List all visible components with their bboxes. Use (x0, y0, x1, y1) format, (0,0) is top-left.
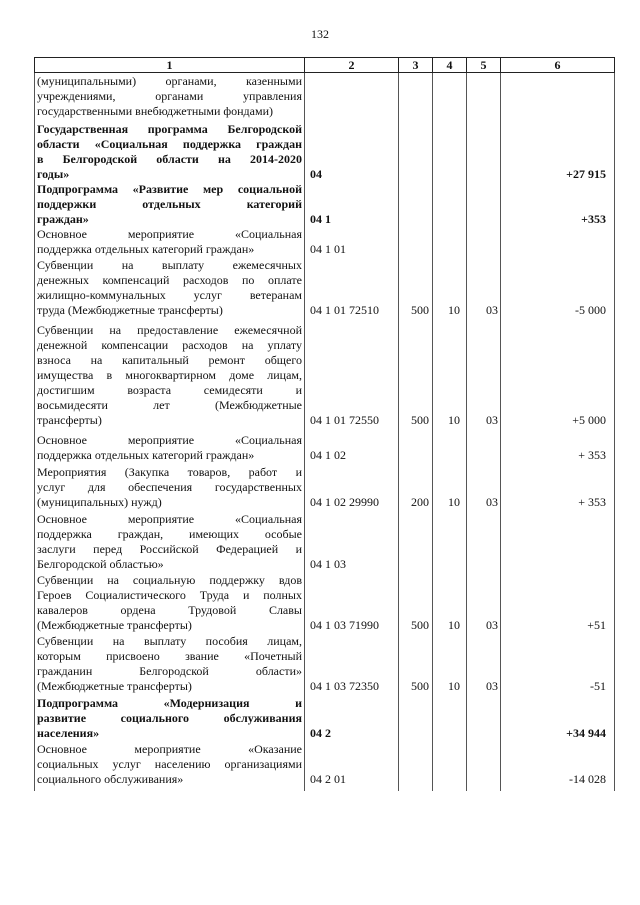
budget-code: 04 (310, 167, 322, 181)
section-code: 10 (448, 495, 460, 509)
budget-code: 04 1 02 29990 (310, 495, 379, 509)
amount-change: + 353 (578, 495, 606, 509)
description-line: Мероприятия (Закупка товаров, работ и (37, 465, 302, 479)
description-line: Героев Социалистического Труда и полных (37, 588, 302, 602)
subsection-code: 03 (486, 679, 498, 693)
amount-change: + 353 (578, 448, 606, 462)
description-line: в Белгородской области на 2014-2020 (37, 152, 302, 166)
budget-code: 04 1 03 72350 (310, 679, 379, 693)
subsection-code: 03 (486, 618, 498, 632)
description-line: (муниципальными) органами, казенными (37, 74, 302, 88)
description-line: Белгородской областью» (37, 557, 164, 571)
description-line: Субвенции на социальную поддержку вдов (37, 573, 302, 587)
budget-code: 04 2 01 (310, 772, 346, 786)
description-line: поддержка отдельных категорий граждан» (37, 448, 255, 462)
expense-type-code: 500 (411, 413, 429, 427)
description-line: (муниципальных) нужд) (37, 495, 162, 509)
budget-code: 04 1 01 (310, 242, 346, 256)
description-line: учреждениями, органами управления (37, 89, 302, 103)
description-line: Субвенции на предоставление ежемесячной (37, 323, 302, 337)
description-line: развитие социального обслуживания (37, 711, 302, 725)
amount-change: -51 (590, 679, 606, 693)
description-line: (Межбюджетные трансферты) (37, 618, 192, 632)
description-line: Государственная программа Белгородской (37, 122, 302, 136)
expense-type-code: 500 (411, 303, 429, 317)
description-line: восьмидесяти лет (Межбюджетные (37, 398, 302, 412)
expense-type-code: 200 (411, 495, 429, 509)
budget-code: 04 1 03 71990 (310, 618, 379, 632)
description-line: жилищно-коммунальных услуг ветеранам (37, 288, 302, 302)
amount-change: +51 (587, 618, 606, 632)
description-line: поддержки отдельных категорий (37, 197, 302, 211)
budget-code: 04 1 (310, 212, 331, 226)
amount-change: +5 000 (572, 413, 606, 427)
description-line: взноса на капитальный ремонт общего (37, 353, 302, 367)
column-header-5: 5 (467, 58, 501, 72)
description-line: Основное мероприятие «Социальная (37, 512, 302, 526)
description-line: услуг для обеспечения государственных (37, 480, 302, 494)
budget-code: 04 2 (310, 726, 331, 740)
row-description (37, 742, 302, 787)
amount-change: +27 915 (566, 167, 606, 181)
amount-change: +34 944 (566, 726, 606, 740)
description-line: достигшим возраста семидесяти и (37, 383, 302, 397)
column-header-1: 1 (35, 58, 305, 72)
description-line: населения» (37, 726, 100, 740)
description-line: труда (Межбюджетные трансферты) (37, 303, 223, 317)
expense-type-code: 500 (411, 618, 429, 632)
column-header-2: 2 (305, 58, 399, 72)
column-header-3: 3 (399, 58, 433, 72)
description-line: годы» (37, 167, 70, 181)
description-line: социального обслуживания» (37, 772, 184, 786)
amount-change: -14 028 (569, 772, 606, 786)
description-line: Подпрограмма «Развитие мер социальной (37, 182, 302, 196)
description-line: поддержка граждан, имеющих особые (37, 527, 302, 541)
section-code: 10 (448, 679, 460, 693)
description-line: имущества в многоквартирном доме лицам, (37, 368, 302, 382)
budget-code: 04 1 02 (310, 448, 346, 462)
subsection-code: 03 (486, 303, 498, 317)
description-line: области «Социальная поддержка граждан (37, 137, 302, 151)
description-line: Субвенции на выплату пособия лицам, (37, 634, 302, 648)
column-header-4: 4 (433, 58, 467, 72)
subsection-code: 03 (486, 495, 498, 509)
section-code: 10 (448, 618, 460, 632)
description-line: поддержка отдельных категорий граждан» (37, 242, 255, 256)
description-line: Основное мероприятие «Оказание (37, 742, 302, 756)
description-line: государственными внебюджетными фондами) (37, 104, 274, 118)
subsection-code: 03 (486, 413, 498, 427)
expense-type-code: 500 (411, 679, 429, 693)
page-number: 132 (311, 27, 329, 41)
amount-change: -5 000 (575, 303, 606, 317)
description-line: (Межбюджетные трансферты) (37, 679, 192, 693)
description-line: гражданин Белгородской области» (37, 664, 302, 678)
description-line: денежных компенсаций расходов по оплате (37, 273, 302, 287)
description-line: денежной компенсации расходов на уплату (37, 338, 302, 352)
description-line: Субвенции на выплату ежемесячных (37, 258, 302, 272)
section-code: 10 (448, 413, 460, 427)
column-header-6: 6 (554, 58, 561, 72)
description-line: кавалеров ордена Трудовой Славы (37, 603, 302, 617)
budget-code: 04 1 01 72550 (310, 413, 379, 427)
section-code: 10 (448, 303, 460, 317)
amount-change: +353 (581, 212, 606, 226)
description-line: Основное мероприятие «Социальная (37, 227, 302, 241)
description-line: трансферты) (37, 413, 102, 427)
budget-code: 04 1 01 72510 (310, 303, 379, 317)
description-line: граждан» (37, 212, 89, 226)
description-line: заслуги перед Российской Федерацией и (37, 542, 302, 556)
description-line: Основное мероприятие «Социальная (37, 433, 302, 447)
description-line: социальных услуг населению организациями (37, 757, 302, 771)
description-line: Подпрограмма «Модернизация и (37, 696, 302, 710)
description-line: которым присвоено звание «Почетный (37, 649, 302, 663)
budget-code: 04 1 03 (310, 557, 346, 571)
